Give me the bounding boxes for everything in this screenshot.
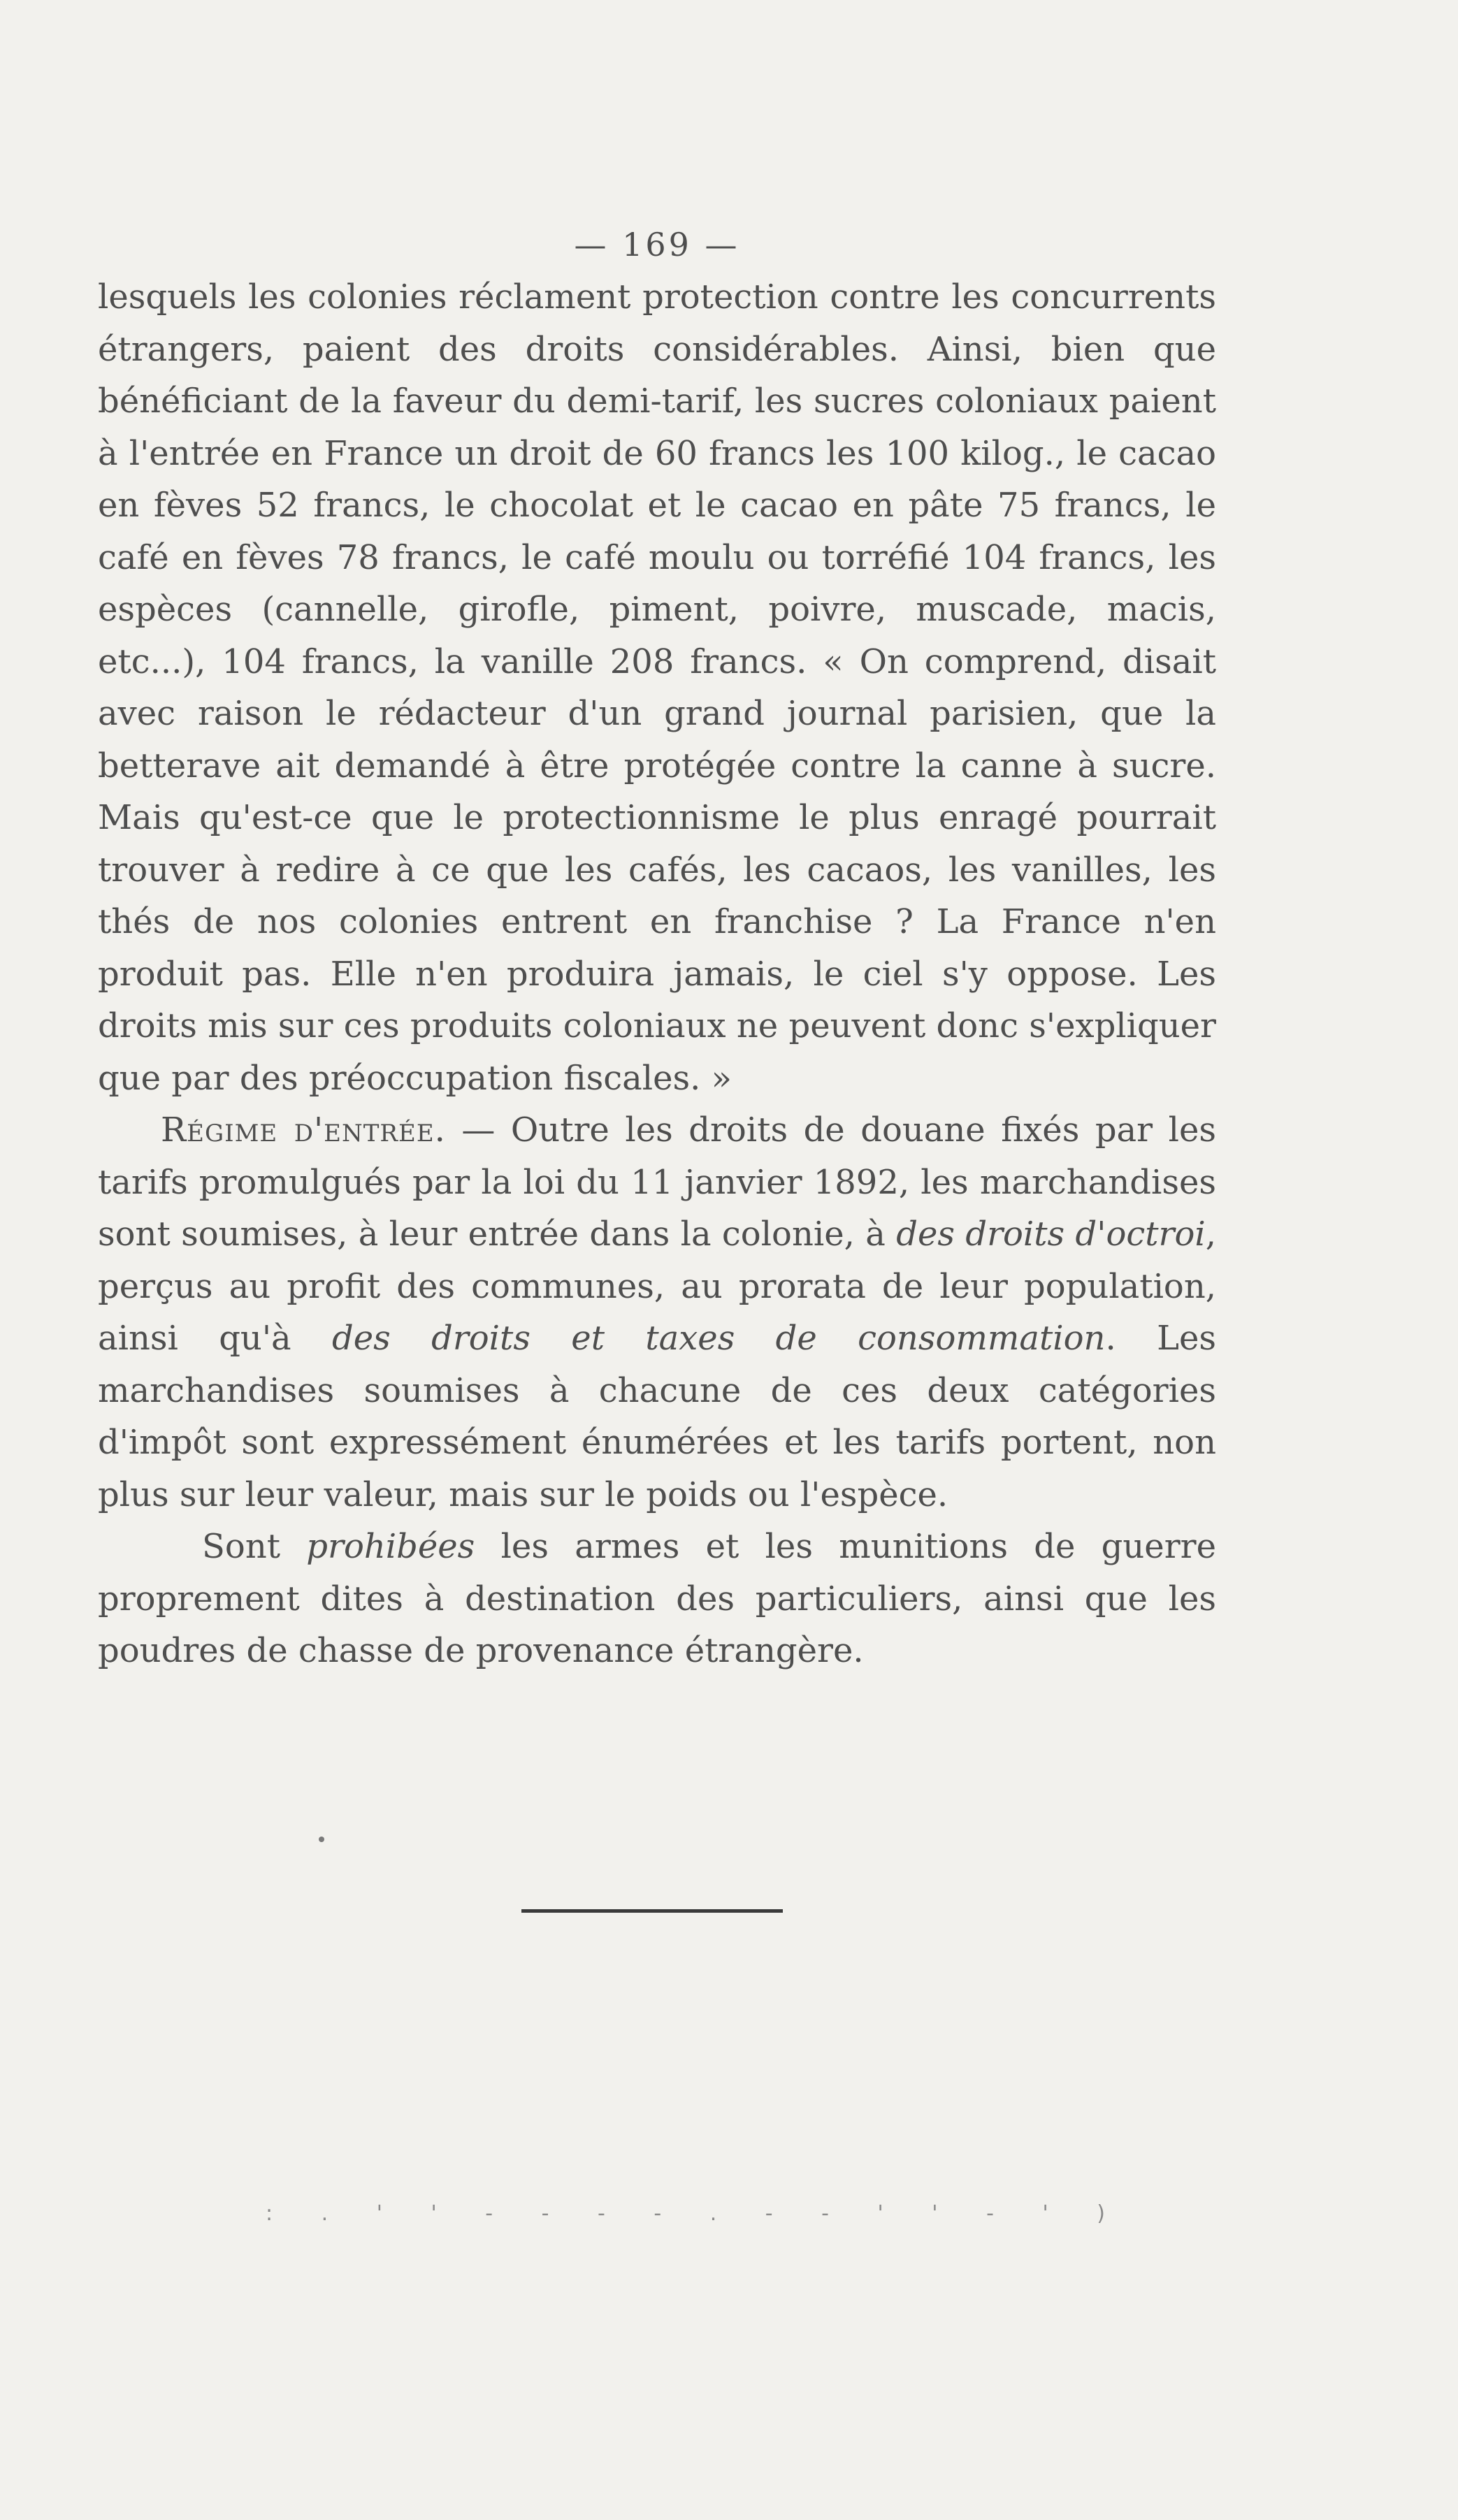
scan-specks: : . ' ' - - - - . - - ' ' - ' ) — [266, 2201, 1126, 2226]
section-end-rule — [521, 1909, 783, 1913]
entry-regime-text-a: — Outre les droits de douane fixés par les tarifs promulgués par la loi du 11 janvier 1892, les marchandises sont soumises, à leur entrée dans la colonie, à — [98, 1110, 1217, 1254]
prohibited-emphasis: prohibées — [306, 1527, 475, 1566]
page-number: — 169 — — [574, 226, 740, 263]
section-heading-entry-regime: Régime d'entrée. — [161, 1110, 446, 1150]
entry-regime-text-b: , perçus au profit des communes, au prorata de leur population, ainsi qu'à — [98, 1215, 1216, 1358]
entry-regime-emphasis-octroi: des droits d'octroi — [896, 1215, 1206, 1254]
paragraph-prohibited-goods — [98, 1521, 1216, 1677]
ink-dot — [319, 1837, 324, 1842]
paragraph-entry-regime — [98, 1104, 1216, 1521]
entry-regime-text-c: . Les marchandises soumises à chacune de ces deux catégories d'impôt sont expressément énumérées et les tarifs portent, non plus sur leur valeur, mais sur le poids ou l'espèce. — [98, 1319, 1216, 1514]
prohibited-text-b: les armes et les munitions de guerre proprement dites à destination des particuliers, ainsi que les poudres de chasse de provenance étrangère. — [98, 1527, 1216, 1670]
paragraph-colonial-duties: lesquels les colonies réclament protection contre les concurrents étrangers, paient des droits considérables. Ainsi, bien que bénéficiant de la faveur du demi-tarif, les sucres coloniaux paient à l'entrée en France un droit de 60 francs les 100 kilog., le cacao en fèves 52 francs, le chocolat et le cacao en pâte 75 francs, le café en fèves 78 francs, le café moulu ou torréfié 104 francs, les espèces (cannelle, girofle, piment, poivre, muscade, macis, etc...), 104 francs, la vanille 208 francs. « On comprend, disait avec raison le rédacteur d'un grand journal parisien, que la betterave ait demandé à être protégée contre la canne à sucre. Mais qu'est-ce que le protectionnisme le plus enragé pourrait trouver à redire à ce que les cafés, les cacaos, les vanilles, les thés de nos colonies entrent en franchise ? La France n'en produit pas. Elle n'en produira jamais, le ciel s'y oppose. Les droits mis sur ces produits coloniaux ne peuvent donc s'expliquer que par des préoccupation fiscales. » — [98, 277, 1216, 1098]
entry-regime-emphasis-consumption: des droits et taxes de consommation — [332, 1319, 1106, 1358]
prohibited-text-a: Sont — [202, 1527, 307, 1566]
text-block — [98, 224, 1216, 1677]
